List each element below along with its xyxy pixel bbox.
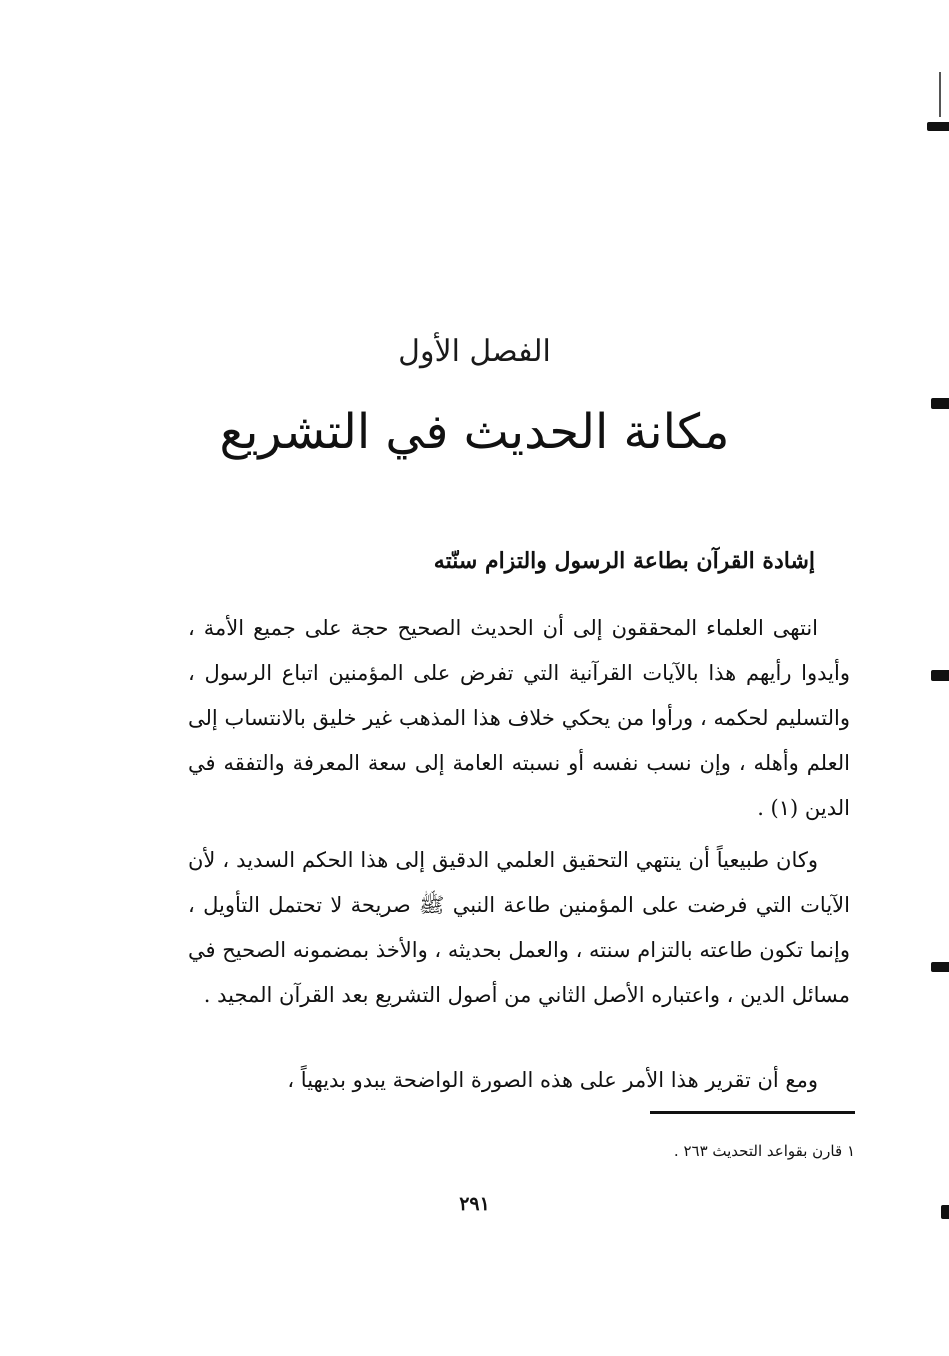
scan-edge-mark xyxy=(927,122,949,131)
paragraph-1 xyxy=(188,606,850,831)
scan-edge-mark xyxy=(931,962,949,972)
section-heading: إشادة القرآن بطاعة الرسول والتزام سنّته xyxy=(433,548,815,574)
scan-edge-mark xyxy=(931,398,949,409)
scan-edge-mark xyxy=(941,1205,949,1219)
page-number: ٢٩١ xyxy=(459,1193,490,1215)
paragraph-3-text: ومع أن تقرير هذا الأمر على هذه الصورة الواضحة يبدو بديهياً ، xyxy=(287,1068,818,1092)
paragraph-2-text: وكان طبيعياً أن ينتهي التحقيق العلمي الدقيق إلى هذا الحكم السديد ، لأن الآيات التي فرضت على المؤمنين طاعة النبي ﷺ صريحة لا تحتمل التأويل ، وإنما تكون طاعته بالتزام سنته ، والعمل بحديثه ، والأخذ بمضمونه الصحيح في مسائل الدين ، واعتباره الأصل الثاني من أصول التشريع بعد القرآن المجيد . xyxy=(188,848,850,1007)
footnote: ١ قارن بقواعد التحديث ٢٦٣ . xyxy=(673,1142,855,1160)
chapter-title: مكانة الحديث في التشريع xyxy=(219,404,730,460)
paragraph-2 xyxy=(188,838,850,1018)
paragraph-3 xyxy=(188,1058,850,1103)
chapter-label: الفصل الأول xyxy=(398,334,551,369)
scan-edge-mark xyxy=(931,670,949,681)
footnote-divider xyxy=(650,1111,855,1114)
paragraph-1-text: انتهى العلماء المحققون إلى أن الحديث الصحيح حجة على جميع الأمة ، وأيدوا رأيهم هذا بالآيات القرآنية التي تفرض على المؤمنين اتباع الرسول ، والتسليم لحكمه ، ورأوا من يحكي خلاف هذا المذهب غير خليق بالانتساب إلى العلم وأهله ، وإن نسب نفسه أو نسبته العامة إلى سعة المعرفة والتفقه في الدين (١) . xyxy=(188,616,850,820)
scan-edge-tick xyxy=(939,72,941,117)
